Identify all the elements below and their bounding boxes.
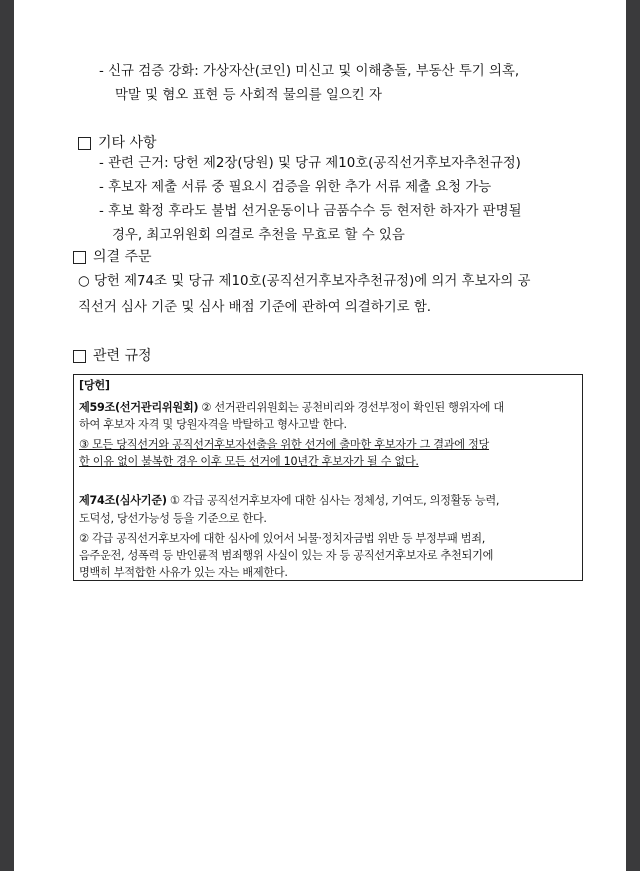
checkbox-icon [73, 350, 86, 363]
article-74-para2-line-3: 명백히 부적합한 사유가 있는 자는 배제한다. [79, 566, 288, 579]
article-74-text: ① 각급 공직선거후보자에 대한 심사는 정체성, 기여도, 의정활동 능력, [166, 494, 500, 507]
article-74-line-2: 도덕성, 당선가능성 등을 기준으로 한다. [79, 512, 267, 525]
vetting-item-line-2: 막말 및 혐오 표현 등 사회적 물의를 일으킨 자 [115, 88, 382, 103]
article-74-para2-line-1: ② 각급 공직선거후보자에 대한 심사에 있어서 뇌물·정치자금법 위반 등 부정부패 범죄, [79, 532, 486, 545]
etc-item-2: - 후보자 제출 서류 중 필요시 검증을 위한 추가 서류 제출 요청 가능 [99, 180, 492, 195]
etc-section-title: 기타 사항 [98, 135, 157, 151]
etc-item-3: - 후보 확정 후라도 불법 선거운동이나 금품수수 등 현저한 하자가 판명될 [99, 204, 522, 219]
article-74-para2-line-2: 음주운전, 성폭력 등 반인륜적 범죄행위 사실이 있는 자 등 공직선거후보자로 추천되기에 [79, 549, 494, 562]
checkbox-icon [73, 251, 86, 264]
article-74-title: 제74조(심사기준) [79, 494, 167, 507]
resolution-heading [73, 247, 152, 267]
article-59-title: 제59조(선거관리위원회) [79, 401, 199, 414]
etc-item-1: - 관련 근거: 당헌 제2장(당원) 및 당규 제10호(공직선거후보자추천규정) [99, 156, 521, 171]
regulations-title: 관련 규정 [93, 348, 152, 364]
article-59-line-1 [79, 399, 504, 416]
resolution-line-2: 직선거 심사 기준 및 심사 배점 기준에 관하여 의결하기로 함. [78, 300, 432, 315]
article-59-line-2: 하여 후보자 자격 및 당원자격을 박탈하고 형사고발 한다. [79, 418, 347, 431]
vetting-item-line-1: - 신규 검증 강화: 가상자산(코인) 미신고 및 이해충돌, 부동산 투기 의혹, [99, 64, 520, 79]
regulations-box [73, 374, 583, 581]
etc-section-heading [78, 133, 157, 153]
article-59-para3-line-2: 한 이유 없이 불복한 경우 이후 모든 선거에 10년간 후보자가 될 수 없다. [79, 455, 419, 468]
article-74-line-1 [79, 492, 499, 509]
regulation-header: [당헌] [79, 379, 110, 392]
document-page [14, 0, 626, 871]
checkbox-icon [78, 137, 91, 150]
resolution-title: 의결 주문 [93, 249, 152, 265]
etc-item-3-cont: 경우, 최고위원회 의결로 추천을 무효로 할 수 있음 [112, 228, 405, 243]
article-59-para3-line-1: ③ 모든 당직선거와 공직선거후보자선출을 위한 선거에 출마한 후보자가 그 결과에 정당 [79, 438, 490, 451]
article-59-text: ② 선거관리위원회는 공천비리와 경선부정이 확인된 행위자에 대 [198, 401, 504, 414]
regulations-heading [73, 346, 152, 366]
resolution-line-1: ○ 당헌 제74조 및 당규 제10호(공직선거후보자추천규정)에 의거 후보자의 공 [78, 274, 531, 289]
